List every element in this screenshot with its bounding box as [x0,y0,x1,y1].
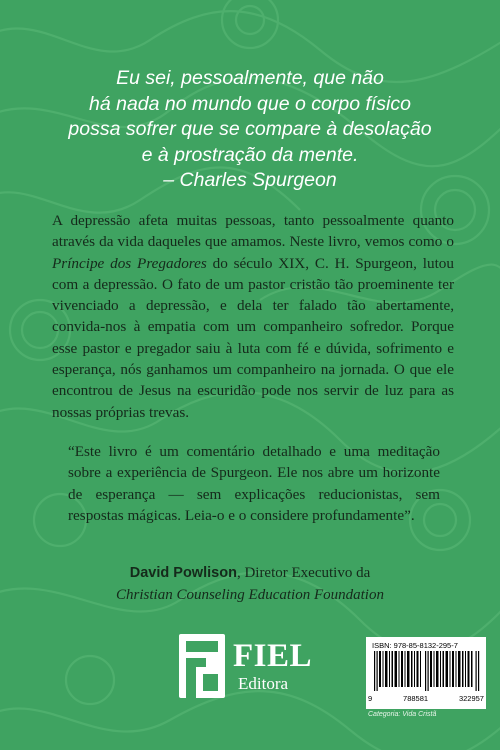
spurgeon-quote [40,66,460,194]
endorsement-attribution [40,563,460,606]
description-italic: Príncipe dos Pregadores [52,254,207,272]
description-text: do século XIX, C. H. Spurgeon, lutou com a depressão. O fato de um pastor cristão tão proeminente ter vivenciado a depressão, e dela ter falado tão abertamente, convida-nos à empatia com um companheiro sofredor. Porque esse pastor e pregador saiu à luta com fé e dúvida, sofrimento e esperança, nós ganhamos um companheiro na jornada. O que ele encontrou de Jesus na escuridão pode nos servir de luz para as nossas próprias trevas. [52,254,454,421]
endorser-role: , Diretor Executivo da [236,565,371,581]
publisher-name: FIEL [233,638,313,674]
quote-line: e à prostração da mente. [141,143,359,166]
book-description [52,210,454,423]
barcode-digits [368,694,484,703]
barcode-bars [374,651,480,691]
publisher-subtitle: Editora [238,674,289,693]
barcode-digit-group: 322957 [458,694,484,703]
endorsement-quote: “Este livro é um comentário detalhado e uma meditação sobre a experiência de Spurgeon. Ele nos abre um horizonte de esperança — sem explicações reducionistas, sem respostas mágicas. Leia-o e o considere profundamente”. [68,443,440,524]
endorser-name: David Powlison [129,565,237,581]
quote-line: há nada no mundo que o corpo físico [89,92,411,115]
quote-author: – Charles Spurgeon [163,169,337,191]
quote-line: Eu sei, pessoalmente, que não [116,67,384,89]
endorser-organization: Christian Counseling Education Foundation [116,586,384,603]
quote-line: possa sofrer que se compare à desolação [68,118,432,140]
category-label: Categoria: Vida Cristã [368,711,437,718]
barcode-digit-group: 788581 [403,694,429,703]
isbn-label: ISBN: 978-85-8132-295-7 [372,641,458,650]
barcode [366,637,486,709]
description-text: A depressão afeta muitas pessoas, tanto pessoalmente quanto através da vida daqueles que amamos. Neste livro, vemos como o [52,212,454,251]
barcode-digit-group: 9 [368,694,373,703]
